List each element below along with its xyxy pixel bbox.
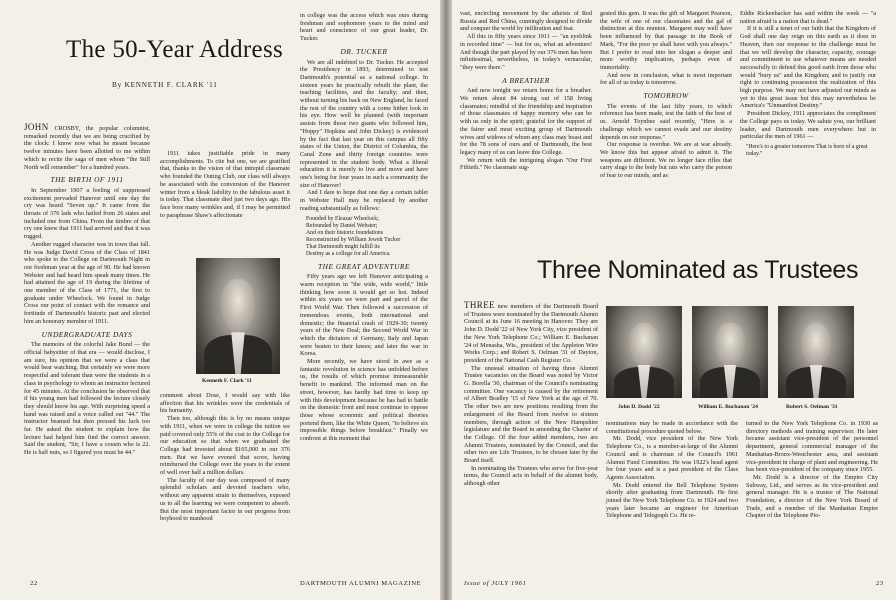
clark-portrait-photo (196, 258, 280, 374)
paragraph: Another rugged character was in town that fall. He was Judge David Cross of the Class of 1841 who spoke to the College on Dartmouth Night in our freshman year at the age of 90. He had known Webster and had heard him speak many times. He had attained the age of 19 during the lifetime of one member of the Class of 1771, the first to graduate under Wheelock. We found in Judge Cross our point of contact with the romance and fortitude of Dartmouth's historic past and elected him an honorary member of 1911. (24, 240, 150, 325)
photo-caption: Kenneth F. Clark '11 (202, 378, 252, 384)
magazine-name: DARTMOUTH ALUMNI MAGAZINE (300, 580, 422, 587)
buchanan-portrait-photo (692, 306, 768, 398)
left-column-2 (160, 150, 290, 219)
article-title: The 50-Year Address (66, 36, 284, 63)
paragraph: We are all indebted to Dr. Tucker. He accepted the Presidency in 1893, determined to test Dartmouth's potential as a national college. In sixteen years he practically rebuilt the plant, the teaching facilities, and the faculty; and then, without turning his back on New England, he faced the rest of the country with a come hither look in his eye. How well he planned (with important assists from those two giants who followed him, "Hoppy" Hopkins and John Dickey) is evidenced by the fact that last year on this campus all fifty states of the Union, the District of Columbia, the Canal Zone and thirty foreign countries were represented in the student body. What a liberal education it is merely to live and move and have one's being for four years in such a community the size of Hanover! (300, 58, 428, 189)
page-number: 23 (876, 580, 884, 587)
paragraph: nominations may be made in accordance with the constitutional procedure quoted below. (606, 420, 738, 435)
paragraph: Fifty years ago we left Hanover anticipating a warm reception in "the wide, wide world," little thinking how soon it would get so hot. Indeed within six years we were part and parcel of the First World War. Then followed a succession of tremendous events, both international and domestic; the financial crash of 1929-30; twenty years of the New Deal; the Second World War in which the dictators of Germany, Italy and Japan were beaten to their knees; and later the war in Korea. (300, 273, 428, 358)
paragraph: We return with the intriguing slogan "Our First Fiftieth." No classmate sug- (460, 156, 592, 172)
left-column-3 (300, 12, 428, 443)
paragraph: More recently, we have stood in awe as a fantastic revolution in science has unfolded before us, the results of which promise immeasurable benefit to mankind. The informed man on the street, however, has hardly had time to keep up with this development because he has had to battle on the domestic front and must continue to oppose those whose economic and political theories portend them, like the White Queen, "to believe six impossible things before breakfast." Finally we confront at this moment that (300, 358, 428, 443)
right-page (452, 0, 896, 600)
paragraph: In September 1907 a feeling of suppressed excitement pervaded Hanover until one day the cry was heard "Seven up." It came from the throats of 376 lads who hailed from 26 states and included one from China. From the timbre of that cry one knew that 1911 had arrived and that it was rugged. (24, 186, 150, 241)
issue-date: JULY 1961 (491, 580, 527, 587)
byline: By KENNETH F. CLARK '11 (112, 81, 218, 89)
subhead-birth: THE BIRTH OF 1911 (50, 175, 124, 185)
caption-buchanan: William E. Buchanan '24 (698, 404, 758, 410)
paragraph: Mr. Dodd is a director of the Empire City Subway, Ltd., and serves as its vice-president and general manager. He is a trustee of The National Foundation, a director of the New York Board of Trade, and a member of the Manhattan Empire Chapter of the Telephone Pio- (746, 473, 878, 520)
subhead-adventure: THE GREAT ADVENTURE (318, 261, 410, 271)
trustees-title: Three Nominated as Trustees (537, 256, 859, 284)
paragraph: And now tonight we return home for a breather. We return about 84 strong out of 158 living classmates; mindful of the friendship and inspiration of those classmates of happy memory who can be with us only in the spirit; grateful for the support of the fairer and most exciting group of Dartmouth wives and widows of whom any class may boast and for the 78 sons of ours and of Dartmouth, the best legacy many of us can leave this College. (460, 87, 592, 156)
tablet-inscription: Founded by Eleazar Wheelock; Refounded by Daniel Webster; And on their historic foundations Reconstructed by William Jewett Tucker That Dartmouth might fulfill its Destiny as a college for all America. (306, 215, 401, 257)
paragraph: The unusual situation of having three Alumni Trustee vacancies on the Board was noted by Victor G. Borella '30, chairman of the Council's nominating committee. One vacancy is caused by the retirement of Albert Bradley '15 of New York at the age of 70. The other two are new positions resulting from the enlargement of the Board from twelve to sixteen members, through action of the New Hampshire legislature and the Board in amending the Charter of the College. Of the four added members, two are Alumni Trustees, nominated by the Council, and the other two are Life Trustees, to be chosen later by the Board itself. (464, 364, 598, 465)
subhead-undergraduate: UNDERGRADUATE DAYS (41, 329, 133, 339)
paragraph: turned to the New York Telephone Co. in 1930 as directory methods and training supervisor. He later became assistant vice-president of the personnel department, general commercial manager of the Manhattan-Bronx-Westchester area, and assistant vice-president in charge of plant and engineering. He has been vice-president of the company since 1955. (746, 420, 878, 474)
paragraph: The events of the last fifty years, to which reference has been made, test the faith of the best of us. Arnold Toynbee said recently, "Here is a challenge which we cannot evade and our destiny depends on our response." (600, 102, 732, 141)
right-column-2 (600, 10, 732, 180)
trustees-column-2 (606, 420, 738, 520)
dodd-portrait-photo (606, 306, 682, 398)
paragraph: Mr. Dodd, vice president of the New York Telephone Co., is a member-at-large of the Alumni Council and is chairman of the Council's 1961 Alumni Fund Committee. He was 1922's head agent for four years and is a past president of the Class Agents Association. (606, 435, 738, 481)
left-column-2-continued (160, 392, 290, 523)
closing-verse: "Here's to a greater tomorrow That is born of a great today." (746, 143, 868, 157)
paragraph: Mr. Dodd entered the Bell Telephone System shortly after graduating from Dartmouth. He first joined the New York Telephone Co. in 1924 and two years later became an engineer for American Telephone and Telegraph Co. He re- (606, 481, 738, 520)
paragraph: Our response is overdue. We are at war already. We know this but appear afraid to admit it. The weapons are different. We no longer face rifles that carry slugs to the body but rats who carry the poison of fear to our minds, and as (600, 141, 732, 180)
right-column-3 (740, 10, 876, 161)
paragraph: And now in conclusion, what is most important for all of us today is tomorrow. (600, 71, 732, 87)
intro-paragraph: new members of the Dartmouth Board of Trustees were nominated by the Dartmouth Alumni Council at its June 16 meeting in Hanover. They are John D. Dodd '22 of New York City, vice president of the New York Telephone Co.; William E. Buchanan '24 of Menasha, Wis., president of the Appleton Wire Works Corp.; and Robert S. Oelman '31 of Dayton, president of the National Cash Register Co. (464, 303, 598, 364)
paragraph: comment about Dose, I would say with like affection that his wrinkles were the credentials of his humanity. (160, 392, 290, 415)
gutter (440, 0, 452, 600)
trustees-column-3 (746, 420, 878, 520)
paragraph: In nominating the Trustees who serve for five-year terms, the Council acts in behalf of the alumni body, although other (464, 464, 598, 488)
paragraph: vast, encircling movement by the atheists of Red Russia and Red China, cunningly designed to divide and conquer the world by infiltration and fear. (460, 10, 592, 33)
oelman-portrait-photo (778, 306, 854, 398)
subhead-breather: A BREATHER (502, 75, 550, 85)
drop-cap-text: THREE (464, 300, 495, 310)
paragraph: gested this gem. It was the gift of Margaret Pearson, the wife of one of our classmates and the gal of distinction at this reunion. Margaret may well have been influenced by that passage in the Book of Mark, "For the poor ye shall have with you always." But I prefer to read into her slogan a deeper and more worthy implication, perhaps even of immortality. (600, 10, 732, 71)
paragraph: The faculty of our day was composed of many splendid scholars and devoted teachers who, without any apparent strain to themselves, exposed us to all the learning we were competent to absorb. But the most important factor in our progress from boyhood to manhood (160, 476, 290, 523)
paragraph: in college was the access which was ours during freshman and sophomore years to the mind and heart and conscience of our great leader, Dr. Tucker. (300, 12, 428, 43)
paragraph: Eddie Rickenbacker has said within the week — "a nation afraid is a nation that is dead." (740, 10, 876, 25)
drop-cap-text: JOHN (24, 122, 49, 132)
issue-line: Issue of JULY 1961 (464, 580, 527, 587)
paragraph: 1911 takes justifiable pride in many accomplishments. To cite but one, we are gratified that, thanks to the vision of that intrepid classmate who founded the Outing Club, our class will always be associated with the conversion of the Hanover winter from a bleak liability to the fabulous asset it is today. That classmate died just two days ago. His face bore many wrinkles and, if I may be permitted to paraphrase Shaw's affectionate (160, 150, 290, 219)
paragraph: If it is still a tenet of our faith that the Kingdom of God shall one day reign on this earth as it does in Heaven, then our response to the challenge must be that we will develop the character, capacity, courage and commitment to use whatever means are needed successfully to defend this good earth from those who would "bury us" and the Kingdom; and to justify our right to continuing possession the realization of this high purpose. We may not have adjusted our minds as yet to this great issue but this may nevertheless be America's "Unmanifest Destiny." (740, 25, 876, 110)
right-column-1 (460, 10, 592, 172)
caption-dodd: John D. Dodd '22 (618, 404, 660, 410)
caption-oelman: Robert S. Oelman '31 (786, 404, 838, 410)
subhead-tucker: DR. TUCKER (340, 46, 388, 56)
intro-paragraph: CROSBY, the popular columnist, remarked recently that we are being crucified by the clock: I know now what he meant because twelve minutes have been allotted to me within which to recite the saga of men whom "the Still North will remember" for a hundred years. (24, 125, 151, 171)
paragraph: The memoirs of the colorful Jake Bond — the official babysitter of that era — would disclose, I am sure, his opinion that we were a class that would bear watching. But certainly we were more respectful and tolerant than were the students in a class in psychology to whom an instructor lectured for 45 minutes. At the conclusion he observed that if his young men had followed the lecture closely they should know his age. With surprising speed a hand was raised and a voice called out "44." The instructor beamed but then pressed his luck too far. He asked the student to explain how the lecture had helped him find the correct answer. Said the student, "Sir, I have a cousin who is 22. He is half nuts, so I figured you must be 44." (24, 341, 150, 457)
left-column-1 (24, 124, 150, 457)
page-number: 22 (30, 580, 38, 587)
paragraph: Then too, although this is by no means unique with 1911, when we were in college the tuition we paid covered only 55% of the cost to the College for our education so that when we graduated the College had invested about $165,000 in our 376 men. But we have evened that score, having reimbursed the College over the years to the extent of well over half a million dollars. (160, 415, 290, 477)
left-page (0, 0, 440, 600)
paragraph: President Dickey, 1911 appreciates the compliment the College pays us today. We salute you, our brilliant leader, and Dartmouth men everywhere but in particular the men of 1961 — (740, 110, 876, 141)
subhead-tomorrow: TOMORROW (643, 91, 689, 101)
paragraph: And I dare to hope that one day a certain tablet in Webster Hall may be replaced by another reading substantially as follows: (300, 189, 428, 212)
paragraph: All this in fifty years since 1911 — "an eyeblink in recorded time" — but for us, what an adventure! And though the part played by our 376 men has been infinitesimal, nevertheless, in today's vernacular, "they were there." (460, 33, 592, 71)
trustees-column-1 (464, 302, 598, 488)
